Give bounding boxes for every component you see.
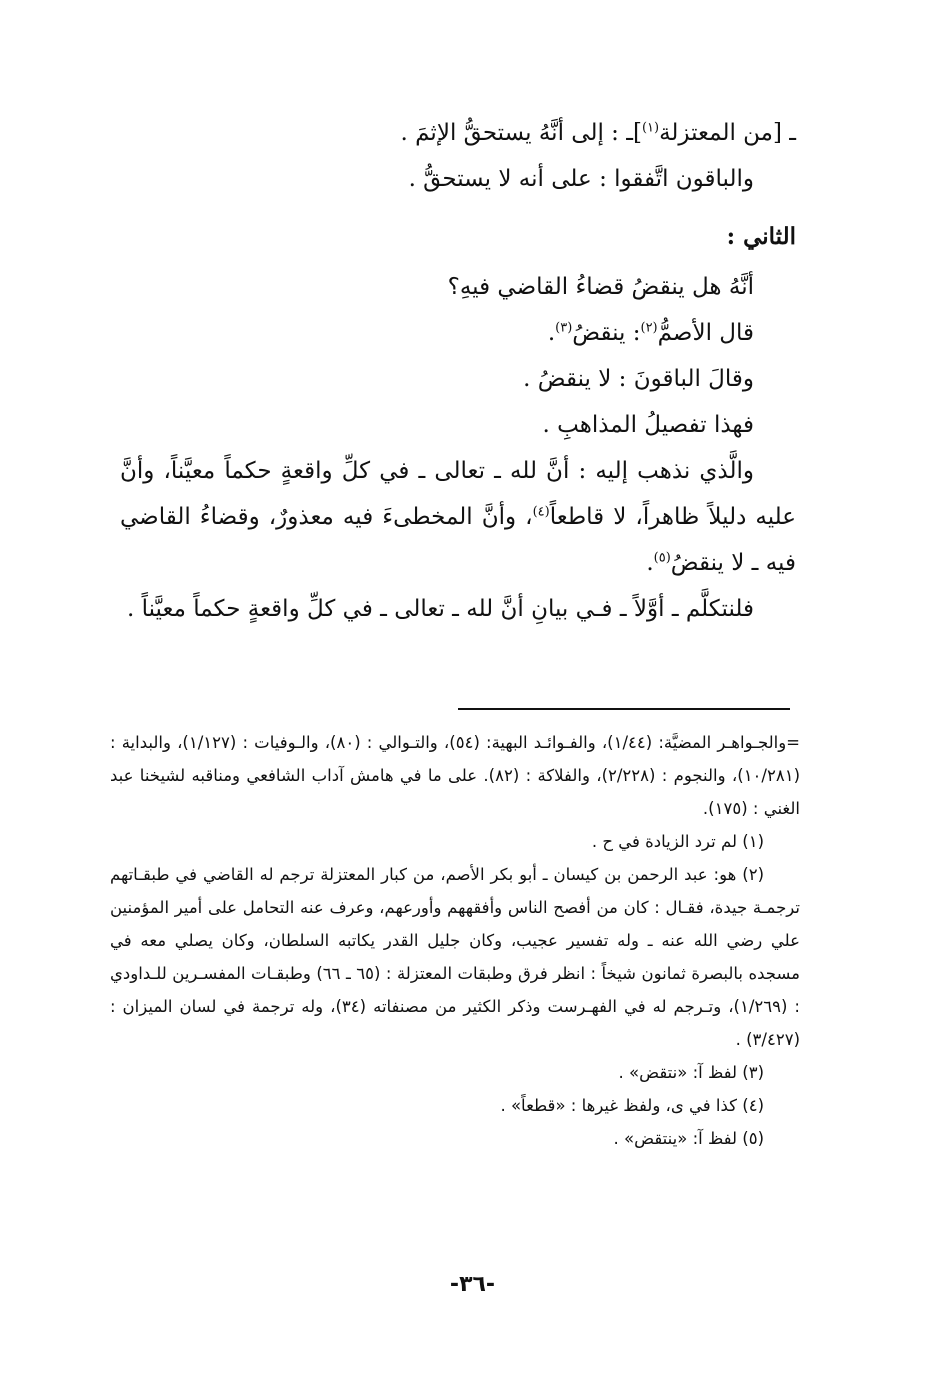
footnote-ref-1: (١): [641, 120, 660, 136]
asamm-opinion-line: [120, 310, 796, 356]
question-line: أنَّهُ هل ينقضُ قضاءُ القاضي فيهِ؟: [447, 274, 754, 300]
footnote-1: (١) لم ترد الزيادة في ح .: [591, 832, 764, 851]
footnote-4: (٤) كذا في ى، ولفظ غيرها : «قطعاً» .: [500, 1096, 764, 1115]
mutazila-text-end: ]ـ : إلى أنَّهُ يستحقُّ الإثمَ .: [400, 120, 642, 146]
main-line-mutazila: [120, 110, 796, 156]
footnote-ref-5: (٥): [653, 550, 671, 566]
asamm-opinion-end: .: [547, 320, 556, 346]
asamm-opinion-middle: : ينقضُ: [572, 320, 641, 346]
main-line-others-agree: والباقون اتَّفقوا : على أنه لا يستحقُّ .: [408, 166, 754, 192]
footnote-ref-4: (٤): [532, 504, 550, 520]
author-view-part-1: والَّذي نذهب إليه : أنَّ لله ـ تعالى ـ في كلِّ واقعةٍ حكماً معيَّناً، وأنَّ عليه دليلاً ظاهراً، لا قاطعاً: [120, 458, 796, 530]
footnotes-block: [110, 726, 800, 1155]
mutazila-text-start: ـ [من المعتزلة: [659, 120, 796, 146]
discussion-intro-line: فلنتكلَّم ـ أوَّلاً ـ فـي بيانِ أنَّ لله ـ تعالى ـ في كلِّ واقعةٍ حكماً معيَّناً .: [126, 596, 754, 622]
main-text-block: [120, 110, 796, 632]
footnote-2: (٢) هو: عبد الرحمن بن كيسان ـ أبو بكر الأصم، من كبار المعتزلة ترجم له القاضي في طبقـاتهم ترجمـة جيدة، فقـال : كان من أفصح الناس وأفقههم وأورعهم، وعرف عنه التحامل على أمير المؤمنين علي رضي الله عنه ـ وله تفسير عجيب، وكان جليل القدر يكاتبه السلطان، وكان يصلي معه في مسجده بالبصرة ثمانون شيخاً : انظر فرق وطبقات المعتزلة : (٦٥ ـ ٦٦) وطبقـات المفسـرين للـداودي : (١/٢٦٩)، وتـرجم له في الفهـرست وذكر الكثير من مصنفاته (٣٤)، وله ترجمة في لسان الميزان : (٣/٤٢٧) .: [110, 865, 800, 1049]
author-view-end: .: [646, 550, 654, 576]
summary-line: فهذا تفصيلُ المذاهبِ .: [542, 412, 754, 438]
asamm-opinion-start: قال الأصمُّ: [657, 320, 754, 346]
section-heading-second: الثاني :: [726, 223, 796, 250]
footnote-ref-3: (٣): [555, 320, 573, 336]
author-view-paragraph: [120, 448, 796, 586]
author-view-part-2: ، وأنَّ المخطىءَ فيه معذورٌ، وقضاءُ القاضي فيه ـ لا ينقضُ: [120, 504, 796, 576]
footnote-continuation: =والجـواهـر المضيَّة: (١/٤٤)، والفـوائـد البهية: (٥٤)، والتـوالي : (٨٠)، والـوفيات : (١/١٢٧)، والبداية : (١٠/٢٨١)، والنجوم : (٢/٢٢٨)، والفلاكة : (٨٢). على ما في هامش آداب الشافعي ومناقبه لشيخنا عبد الغني : (١٧٥).: [110, 733, 800, 818]
page-number: -٣٦-: [449, 1272, 496, 1297]
others-opinion-line: وقالَ الباقونَ : لا ينقضُ .: [523, 366, 754, 392]
footnote-5: (٥) لفظ آ: «ينتقض» .: [613, 1129, 764, 1148]
footnote-ref-2: (٢): [640, 320, 658, 336]
footnote-3: (٣) لفظ آ: «نتقض» .: [618, 1063, 764, 1082]
footnote-separator-rule: [458, 708, 790, 710]
